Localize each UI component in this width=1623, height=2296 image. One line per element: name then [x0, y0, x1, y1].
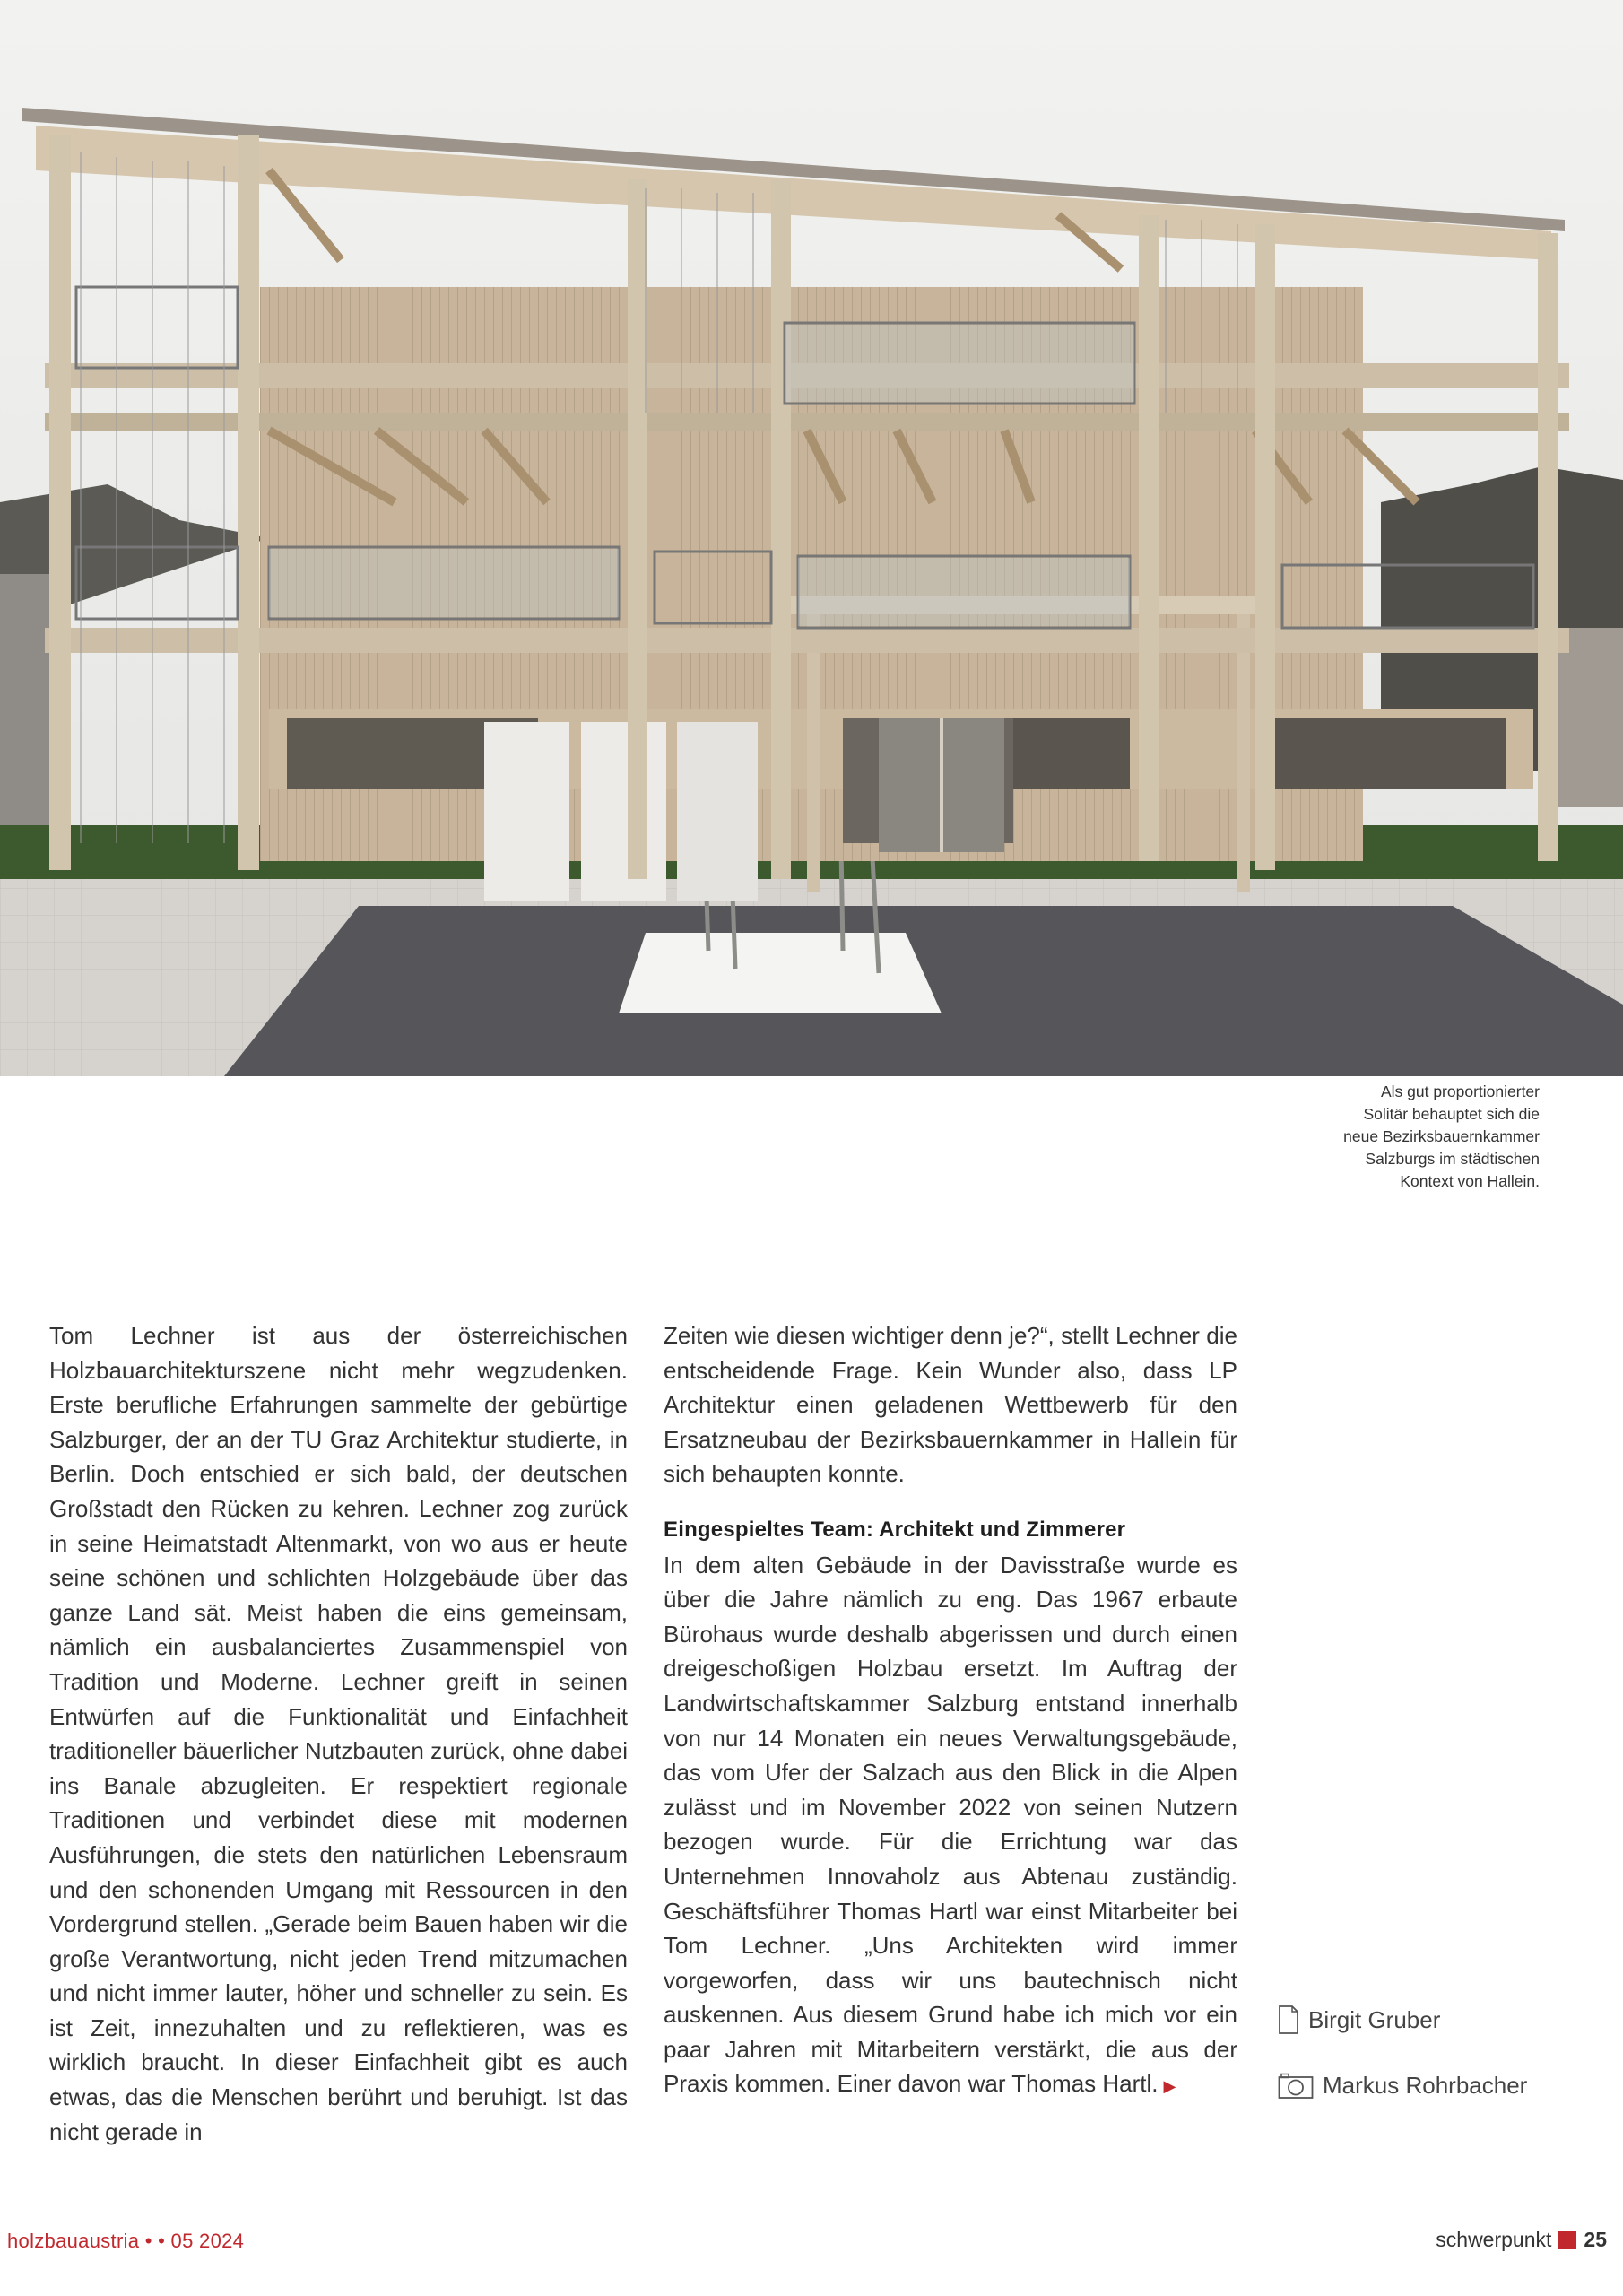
author-name: Birgit Gruber: [1308, 2005, 1441, 2033]
document-icon: [1278, 2005, 1299, 2034]
body-paragraph: Tom Lechner ist aus der österreichischen Holzbauarchitekturszene nicht mehr wegzudenken. Erste berufliche Erfahrungen sammelte der gebürtige Salzburger, der an der TU Graz Architektur studierte, in Berlin. Doch entschied er sich bald, der deutschen Großstadt den Rücken zu kehren. Lechner zog zurück in seine Heimatstadt Altenmarkt, von wo aus er heute seine schönen und schlichten Holzgebäude über das ganze Land sät. Meist haben die eins gemeinsam, nämlich ein ausbalanciertes Zusammenspiel von Tradition und Moderne. Lechner greift in seinen Entwürfen auf die Funktionalität und Einfachheit traditioneller bäuerlicher Nutzbauten zurück, ohne dabei ins Banale abzugleiten. Er respektiert regionale Traditionen und verbindet diese mit modernen Ausführungen, die stets den natürlichen Lebensraum und den schonenden Umgang mit Ressourcen in den Vordergrund stellen. „Gerade beim Bauen haben wir die große Verantwortung, nicht jeden Trend mitzumachen und nicht immer lauter, höher und schneller zu sein. Es ist Zeit, innezuhalten und zu reflektieren, was es wirklich braucht. In dieser Einfachheit gibt es auch etwas, das die Menschen berührt und beruhigt. Ist das nicht gerade in: [49, 1322, 628, 2145]
body-column-right: [664, 1318, 1237, 2104]
body-text: In dem alten Gebäude in der Davisstraße wurde es über die Jahre nämlich zu eng. Das 1967 erbaute Bürohaus wurde deshalb abgerissen und durch einen dreigeschoßigen Holzbau ersetzt. Im Auftrag der Landwirtschaftskammer Salzburg entstand innerhalb von nur 14 Monaten ein neues Verwaltungsgebäude, das vom Ufer der Salzach aus den Blick in die Alpen zulässt und im November 2022 von seinen Nutzern bezogen wurde. Für die Errichtung war das Unternehmen Innovaholz aus Abtenau zuständig. Geschäftsführer Thomas Hartl war einst Mitarbeiter bei Tom Lechner. „Uns Architekten wird immer vorgeworfen, dass wir uns bautechnisch nicht auskennen. Aus diesem Grund habe ich mich vor ein paar Jahren mit Mitarbeitern verstärkt, die aus der Praxis kommen. Einer davon war Thomas Hartl.: [664, 1551, 1237, 2098]
accent-square-icon: [1558, 2231, 1576, 2249]
section-name: schwerpunkt: [1436, 2228, 1552, 2251]
issue-number: • • 05 2024: [144, 2230, 245, 2252]
photographer-credit: [1278, 2072, 1527, 2100]
body-column-left: [49, 1318, 628, 2149]
footer-section: [1436, 2228, 1607, 2252]
author-credit: [1278, 2005, 1440, 2034]
footer-magazine: [7, 2230, 244, 2253]
magazine-name: holzbauaustria: [7, 2230, 140, 2252]
body-paragraph: [664, 1548, 1237, 2105]
building-photo: [0, 0, 1623, 1076]
photo-caption: Als gut proportionierter Solitär behauptet sich die neue Bezirksbauernkammer Salzburgs im städtischen Kontext von Hallein.: [1343, 1083, 1540, 1190]
section-heading: Eingespieltes Team: Architekt und Zimmerer: [664, 1517, 1126, 1542]
body-paragraph: Zeiten wie diesen wichtiger denn je?“, stellt Lechner die entscheidende Frage. Kein Wunder also, dass LP Architektur einen geladenen Wettbewerb für den Ersatzneubau der Bezirksbauernkammer in Hallein für sich behaupten konnte.: [664, 1322, 1237, 1488]
camera-icon: [1278, 2073, 1314, 2100]
page-number: 25: [1584, 2228, 1607, 2251]
photographer-name: Markus Rohrbacher: [1323, 2072, 1528, 2099]
continue-arrow-icon: ▶: [1163, 2077, 1176, 2096]
